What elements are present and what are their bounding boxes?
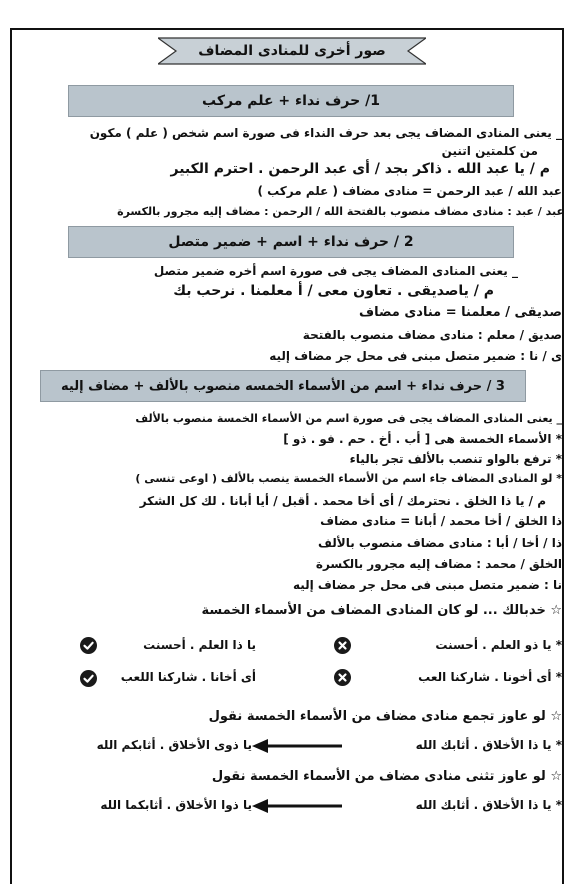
section1-line: _ يعنى المنادى المضاف يجى بعد حرف النداء فى صورة اسم شخص ( علم ) مكون xyxy=(89,126,562,140)
left-arrow-icon xyxy=(252,738,344,754)
section3-line: * لو المنادى المضاف جاء اسم من الأسماء الخمسة ينصب بالألف ( اوعى تنسى ) xyxy=(135,472,562,485)
x-circle-icon xyxy=(334,669,351,686)
section1-header: 1/ حرف نداء + علم مركب xyxy=(68,85,514,117)
plural-from: * يا ذا الأخلاق . أثابك الله xyxy=(415,738,562,752)
title-banner xyxy=(158,36,426,66)
section3-line: * ترفع بالواو تنصب بالألف تجر بالياء xyxy=(349,452,562,466)
x-circle-icon xyxy=(334,637,351,654)
section1-line: من كلمتين اتنين xyxy=(441,144,538,158)
section3-line: الخلق / محمد : مضاف إليه مجرور بالكسرة xyxy=(315,557,562,571)
section3-line: ذا الخلق / أخا محمد / أبانا = منادى مضاف xyxy=(320,514,562,528)
section2-line: صديق / معلم : منادى مضاف منصوب بالفتحة xyxy=(302,328,562,342)
plural-header: ☆ لو عاوز تجمع منادى مضاف من الأسماء الخمسة نقول xyxy=(208,709,562,724)
section2-line: صديقى / معلمنا = منادى مضاف xyxy=(359,305,562,320)
warning-header: ☆ خدبالك ... لو كان المنادى المضاف من الأسماء الخمسة xyxy=(201,603,562,618)
right-example: أى أخانا . شاركنا اللعب xyxy=(120,670,256,684)
section3-line: _ يعنى المنادى المضاف يجى فى صورة اسم من الأسماء الخمسة منصوب بالألف xyxy=(135,412,562,425)
plural-to: يا ذوى الأخلاق . أثابكم الله xyxy=(96,738,252,752)
section1-line: عبد / عبد : منادى مضاف منصوب بالفتحة الله / الرحمن : مضاف إليه مجرور بالكسرة xyxy=(117,205,564,218)
wrong-example: * يا ذو العلم . أحسنت xyxy=(435,638,562,652)
dual-to: يا ذوا الأخلاق . أثابكما الله xyxy=(100,798,252,812)
page-title: صور أخرى للمنادى المضاف xyxy=(198,43,386,59)
dual-header: ☆ لو عاوز تثنى منادى مضاف من الأسماء الخمسة نقول xyxy=(211,769,562,784)
check-circle-icon xyxy=(80,670,97,687)
section3-line: * الأسماء الخمسة هى [ أب . أخ . حم . فو . ذو ] xyxy=(283,432,562,446)
section1-example: م / يا عبد الله . ذاكر بجد / أى عبد الرحمن . احترم الكبير xyxy=(170,161,550,177)
section2-example: م / ياصديقى . تعاون معى / أ معلمنا . نرحب بك xyxy=(173,283,494,299)
section3-example: م / يا ذا الخلق . نحترمك / أى أخا محمد . أقبل / أيا أبانا . لك كل الشكر xyxy=(139,494,546,508)
left-arrow-icon xyxy=(252,798,344,814)
section2-header: 2 / حرف نداء + اسم + ضمير متصل xyxy=(68,226,514,258)
section2-line: ى / نا : ضمير متصل مبنى فى محل جر مضاف إليه xyxy=(269,349,562,363)
section3-header: 3 / حرف نداء + اسم من الأسماء الخمسه منصوب بالألف + مضاف إليه xyxy=(40,370,526,402)
dual-from: * يا ذا الأخلاق . أثابك الله xyxy=(415,798,562,812)
check-circle-icon xyxy=(80,637,97,654)
section1-line: عبد الله / عبد الرحمن = منادى مضاف ( علم مركب ) xyxy=(257,184,562,198)
section3-line: نا : ضمير متصل مبنى فى محل جر مضاف إليه xyxy=(292,578,562,592)
section3-line: ذا / أخا / أبا : منادى مضاف منصوب بالألف xyxy=(318,536,562,550)
right-example: يا ذا العلم . أحسنت xyxy=(143,638,256,652)
wrong-example: * أى أخونا . شاركنا العب xyxy=(418,670,562,684)
section2-line: _ يعنى المنادى المضاف يجى فى صورة اسم أخره ضمير متصل xyxy=(153,264,518,278)
